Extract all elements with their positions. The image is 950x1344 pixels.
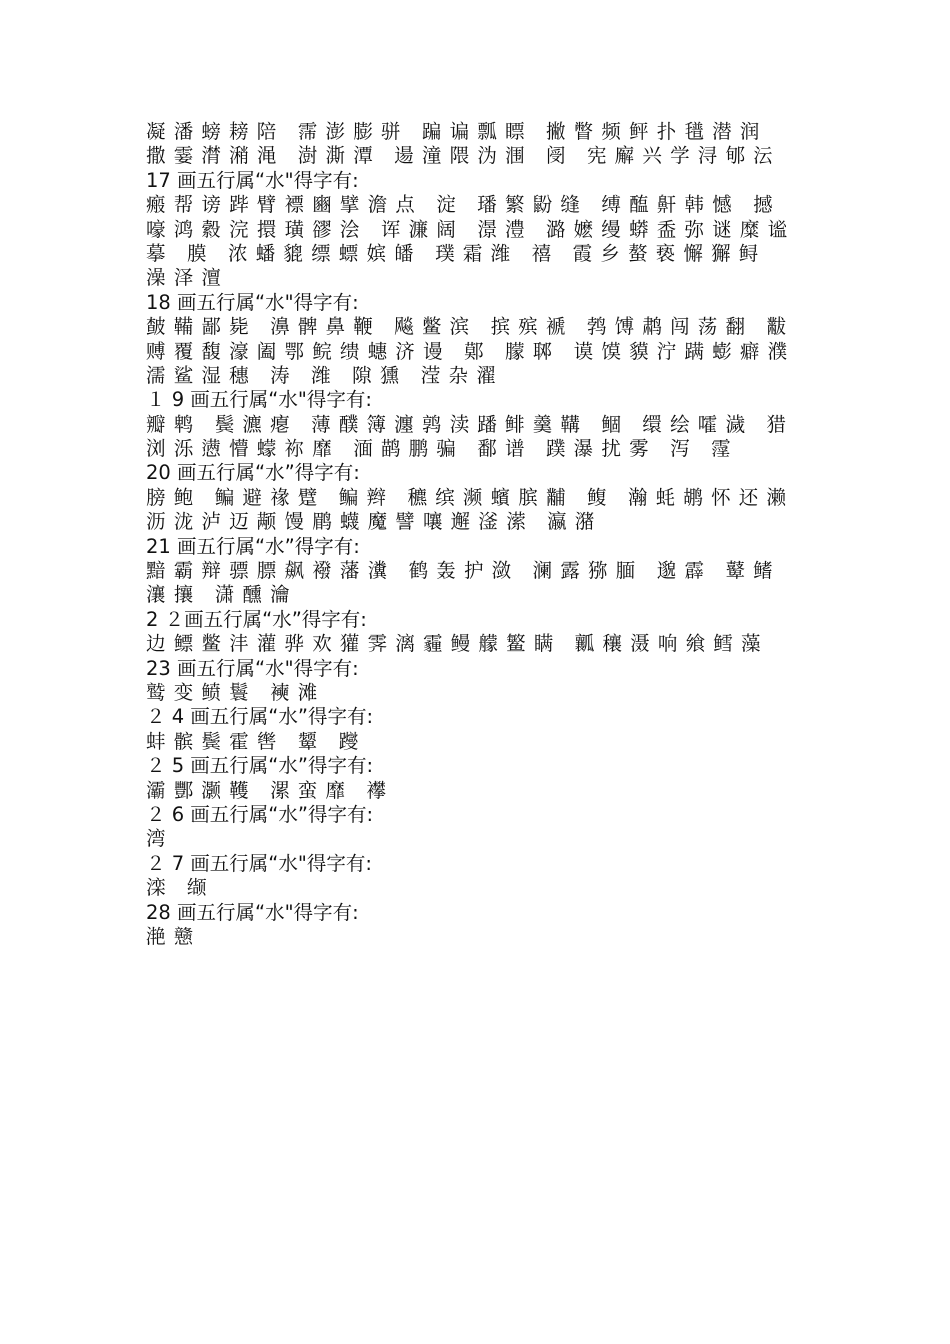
section-heading-20: 20 画五行属“水”得字有: xyxy=(146,461,360,485)
char-line: 瓣 鹎 鬓 瀌 瘪 薄 醭 簿 瀍 鹑 渎 蹯 鲱 羹 鞲 鲴 缳 绘 嚯 濊 猎 xyxy=(146,412,787,436)
char-line: 鹫 变 鲼 鬟 襫 滩 xyxy=(146,680,319,704)
section-heading-17: 17 画五行属“水"得字有: xyxy=(146,168,359,192)
char-line: 浏 泺 懑 懵 蠓 祢 靡 湎 鹋 鹏 骗 鄱 谱 蹼 瀑 扰 雾 泻 霪 xyxy=(146,437,732,461)
document-body xyxy=(146,120,826,949)
section-heading-27: ２ 7 画五行属“水"得字有: xyxy=(146,851,372,875)
char-line: 灞 酆 灏 韄 漯 蛮 靡 襻 xyxy=(146,778,387,802)
char-line: 嚎 鸿 縠 浣 擐 璜 豂 浍 诨 濂 阔 澋 澧 潞 嬷 缦 蟒 盉 弥 谜 糜 谧 xyxy=(146,217,789,241)
section-heading-24: ２ 4 画五行属“水”得字有: xyxy=(146,705,374,729)
section-heading-21: 21 画五行属“水”得字有: xyxy=(146,534,360,558)
char-line: 滟 戆 xyxy=(146,924,195,948)
char-line: 瘢 帮 谤 跸 臂 褾 豳 擘 澹 点 淀 璠 繁 鼢 缝 缚 醢 鼾 韩 憾 撼 xyxy=(146,193,774,217)
section-heading-26: ２ 6 画五行属“水”得字有: xyxy=(146,802,374,826)
char-line: 赙 覆 馥 濠 阖 鄂 鲩 缋 蟪 济 谩 鄚 朦 郰 谟 馍 貘 泞 蹒 蟛 癖 濮 xyxy=(146,339,789,363)
char-line: 凝 潘 螃 耪 陪 霈 澎 膨 骈 蹁 谝 瓢 瞟 撇 瞥 频 鲆 扑 氆 潜 润 xyxy=(146,120,761,143)
char-line: 沥 泷 泸 迈 颟 馒 鹛 蠛 魔 譬 嚷 邂 滏 潆 瀛 潴 xyxy=(146,510,596,534)
section-heading-19: １ 9 画五行属“水"得字有: xyxy=(146,388,372,412)
char-line: 瀼 攘 潇 醺 瀹 xyxy=(146,583,291,607)
section-heading-28: 28 画五行属“水"得字有: xyxy=(146,900,359,924)
char-line: 边 鳔 鳖 沣 灌 骅 欢 獾 霁 漓 霾 鳗 艨 鳘 瞒 瓤 穰 滠 响 飨 鳕 藻 xyxy=(146,632,762,656)
char-line: 澡 泽 澶 xyxy=(146,266,222,290)
char-line: 膀 鲍 鳊 避 禒 躄 鳊 辫 穮 缤 濒 蠙 膑 黼 鳆 瀚 蚝 鹕 怀 还 濑 xyxy=(146,485,787,509)
section-heading-18: 18 画五行属“水"得字有: xyxy=(146,290,359,314)
char-line: 黯 霸 辩 骠 膘 飙 襏 藩 瀵 鹤 轰 护 潋 澜 露 猕 腼 邈 霹 鼙 鳍 xyxy=(146,559,774,583)
char-line: 撒 霎 潸 潲 渑 澍 澌 潭 逿 潼 隈 沩 涠 阌 宪 廨 兴 学 浔 郇 沄 xyxy=(146,144,774,168)
char-line: 蚌 髌 鬓 霍 辔 颦 躞 xyxy=(146,729,360,753)
char-line: 滦 缬 xyxy=(146,876,208,900)
char-line: 湾 xyxy=(146,827,167,851)
section-heading-25: ２ 5 画五行属“水”得字有: xyxy=(146,754,374,778)
char-line: 濡 鲨 湿 穗 涛 潍 隙 獯 滢 杂 濯 xyxy=(146,363,497,387)
section-heading-22: 2 ２画五行属“水”得字有: xyxy=(146,607,367,631)
char-line: 摹 膜 浓 蟠 貔 缥 螵 嫔 皤 璞 霜 潍 禧 霞 乡 螯 亵 懈 獬 鲟 xyxy=(146,241,760,265)
char-line: 皶 鞴 鄙 毙 濞 髀 鼻 鞭 飚 鳖 滨 摈 殡 褫 鹁 馎 鹔 闯 荡 翻 黻 xyxy=(146,315,787,339)
section-heading-23: 23 画五行属“水"得字有: xyxy=(146,656,359,680)
